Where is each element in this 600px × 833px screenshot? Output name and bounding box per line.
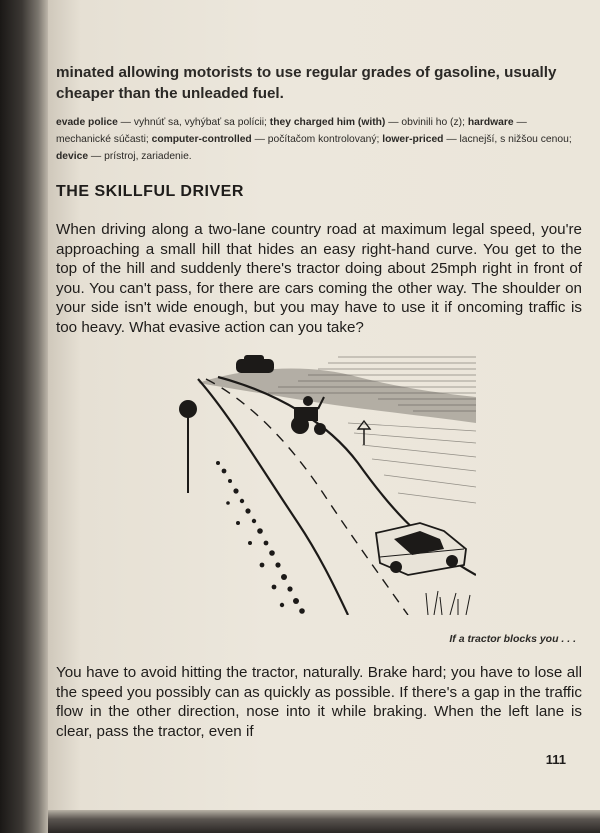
oncoming-car	[236, 355, 274, 373]
roadside-weeds	[426, 591, 470, 615]
vocab-meaning: počítačom kontrolovaný;	[267, 134, 380, 145]
driver-car	[376, 523, 466, 575]
vocab-term: lower-priced	[382, 134, 444, 145]
gravel-shoulder	[216, 461, 305, 614]
illustration-caption: If a tractor blocks you . . .	[449, 633, 576, 645]
vocab-term: computer-controlled	[151, 134, 252, 145]
field-hatching	[348, 423, 476, 503]
vocab-entry: they charged him (with) — obvinili ho (z);	[269, 117, 465, 128]
vocabulary-list	[56, 114, 584, 165]
answer-paragraph: You have to avoid hitting the tractor, naturally. Brake hard; you have to lose all the speed you possibly can as quickly as possible. If there's a gap in the traffic flow in the other direction, nose into it while braking. When the left lane is clear, pass the tractor, even if	[56, 664, 582, 740]
vocab-meaning: prístroj, zariadenie.	[104, 151, 192, 162]
main-paragraph: When driving along a two-lane country road at maximum legal speed, you're approaching a small hill that hides an easy right-hand curve. You get to the top of the hill and suddenly there's tractor doing about 25mph right in front of you. You can't pass, for there are cars coming the other way. The shoulder on your side isn't wide enough, but you may have to use it if oncoming traffic is too heavy. What evasive action can you take?	[56, 221, 582, 336]
book-page	[48, 0, 600, 810]
vocab-term: they charged him (with)	[269, 117, 386, 128]
page-bottom-edge	[48, 810, 600, 833]
tractor-road-illustration	[158, 353, 476, 615]
vocab-meaning: vyhnúť sa, vyhýbať sa polícii;	[133, 117, 267, 128]
page-number: 111	[545, 752, 566, 767]
section-heading: THE SKILLFUL DRIVER	[56, 183, 244, 200]
vocab-entry: computer-controlled — počítačom kontrolovaný;	[151, 134, 380, 145]
vocab-entry: device — prístroj, zariadenie.	[56, 151, 192, 162]
vocab-term: evade police	[56, 117, 118, 128]
continued-paragraph: minated allowing motorists to use regular grades of gasoline, usually cheaper than the unleaded fuel.	[56, 64, 557, 102]
vocab-meaning: obvinili ho (z);	[401, 117, 465, 128]
vocab-entry: evade police — vyhnúť sa, vyhýbať sa polícii;	[56, 117, 267, 128]
vocab-term: device	[56, 151, 89, 162]
vocab-meaning: mechanické súčasti;	[56, 134, 149, 145]
distant-hill	[198, 368, 476, 423]
book-spine-shadow	[0, 0, 48, 833]
vocab-meaning: lacnejší, s nižšou cenou;	[459, 134, 572, 145]
road-sign	[179, 400, 197, 493]
vocab-entry: lower-priced — lacnejší, s nižšou cenou;	[382, 134, 572, 145]
vocab-term: hardware	[467, 117, 514, 128]
tractor	[291, 396, 326, 435]
vocab-entry: hardware — mechanické súčasti;	[56, 117, 527, 145]
